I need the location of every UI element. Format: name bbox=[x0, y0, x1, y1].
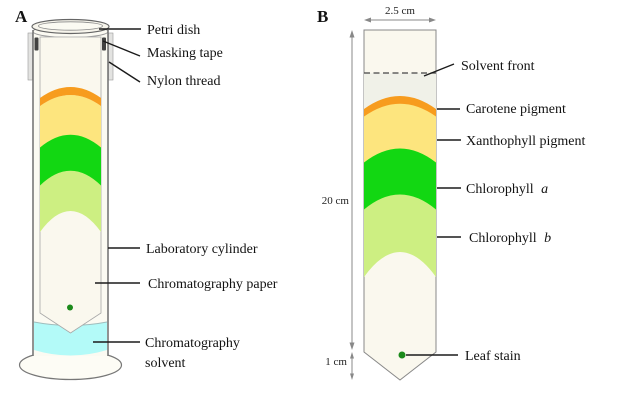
label-chlorophyll-b bbox=[469, 231, 551, 246]
panel-a bbox=[15, 7, 278, 380]
label-chlorophyll-a bbox=[466, 182, 548, 197]
petri-dish-inner bbox=[39, 22, 103, 30]
pigment-bands-b bbox=[364, 73, 436, 277]
panel-b bbox=[317, 5, 585, 380]
tape-flap-right bbox=[109, 33, 114, 80]
label-chlorophyll-a-word: Chlorophyll bbox=[466, 182, 534, 197]
label-chlorophyll-a-letter: a bbox=[541, 182, 549, 197]
label-nylon-thread: Nylon thread bbox=[147, 74, 221, 89]
leader-nylon-thread bbox=[109, 62, 140, 82]
dim-tip-arrow-bottom bbox=[350, 374, 354, 381]
leaf-stain-spot-b bbox=[399, 352, 406, 359]
label-masking-tape: Masking tape bbox=[147, 46, 223, 61]
label-laboratory-cylinder: Laboratory cylinder bbox=[146, 242, 258, 257]
dim-height-arrow-top bbox=[350, 30, 355, 38]
label-chlorophyll-b-letter: b bbox=[544, 231, 552, 246]
label-carotene-pigment: Carotene pigment bbox=[466, 102, 566, 117]
label-chromatography-paper: Chromatography paper bbox=[148, 277, 278, 292]
dim-tip-arrow-top bbox=[350, 352, 354, 359]
dim-tip-label: 1 cm bbox=[325, 356, 347, 368]
dim-width-arrow-left bbox=[364, 18, 371, 23]
panel-b-letter: B bbox=[317, 7, 329, 26]
masking-tape-left bbox=[35, 38, 39, 51]
label-chromatography-solvent-1: Chromatography bbox=[145, 336, 240, 351]
tape-flap-left bbox=[28, 33, 33, 80]
dim-height-label: 20 cm bbox=[321, 195, 349, 207]
pigment-bands-a bbox=[40, 87, 101, 232]
dim-height-arrow-bottom bbox=[350, 343, 355, 351]
label-chromatography-solvent-2: solvent bbox=[145, 356, 186, 371]
leaf-stain-spot-a bbox=[67, 305, 73, 311]
label-petri-dish: Petri dish bbox=[147, 23, 201, 38]
label-xanthophyll-pigment: Xanthophyll pigment bbox=[466, 134, 586, 149]
panel-a-letter: A bbox=[15, 7, 28, 26]
label-solvent-front: Solvent front bbox=[461, 59, 535, 74]
dim-width-label: 2.5 cm bbox=[385, 5, 415, 17]
dim-width-arrow-right bbox=[429, 18, 436, 23]
masking-tape-right bbox=[102, 38, 106, 51]
label-leaf-stain: Leaf stain bbox=[465, 349, 521, 364]
label-chlorophyll-b-word: Chlorophyll bbox=[469, 231, 537, 246]
